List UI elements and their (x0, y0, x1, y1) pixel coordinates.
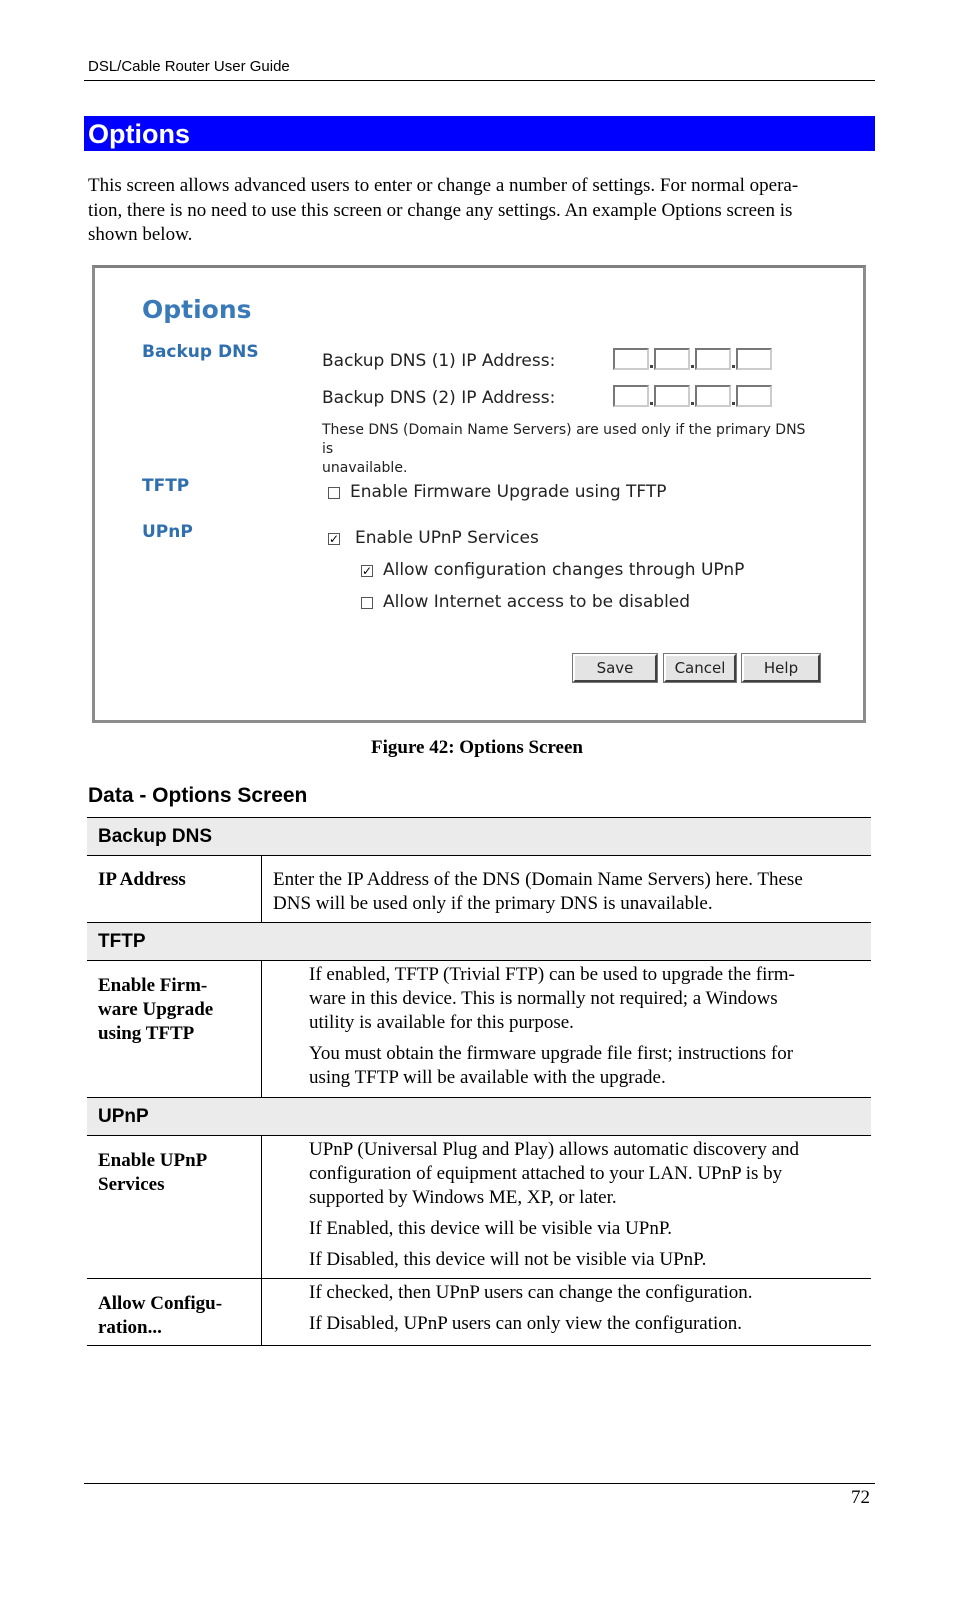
table-group-upnp: UPnP (87, 1097, 871, 1135)
dns2-octet-3[interactable] (695, 385, 731, 407)
ip-dot (691, 365, 694, 368)
dns2-octet-1[interactable] (613, 385, 649, 407)
table-bottom-rule (87, 1345, 871, 1346)
save-button[interactable]: Save (573, 654, 657, 682)
value-line: DNS will be used only if the primary DNS is unavailable. (273, 893, 713, 914)
key-line: Allow Configu- (98, 1293, 223, 1314)
dns-note (322, 421, 812, 478)
options-screenshot (92, 265, 866, 723)
value-line: ware in this device. This is normally not required; a Windows (309, 988, 778, 1009)
upnp-enable-label: Enable UPnP Services (355, 528, 539, 548)
value-line: configuration of equipment attached to your LAN. UPnP is by (309, 1163, 783, 1184)
upnp-allow-internet-checkbox[interactable] (361, 597, 373, 609)
ip-dot (732, 365, 735, 368)
dns1-label: Backup DNS (1) IP Address: (322, 351, 556, 371)
ip-dot (650, 402, 653, 405)
header-rule (84, 80, 875, 81)
dns-note-line: unavailable. (322, 460, 408, 476)
dns1-ip-input[interactable] (613, 348, 772, 370)
ip-dot (732, 402, 735, 405)
intro-paragraph (88, 174, 858, 248)
row-value (262, 1136, 871, 1278)
help-button[interactable]: Help (742, 654, 820, 682)
upnp-enable-checkbox[interactable]: ✓ (329, 532, 340, 546)
value-line: UPnP (Universal Plug and Play) allows automatic discovery and (309, 1139, 800, 1160)
dns2-octet-2[interactable] (654, 385, 690, 407)
group-label-backup-dns: Backup DNS (142, 342, 259, 362)
key-line: Enable UPnP (98, 1150, 208, 1171)
footer-rule (84, 1483, 875, 1484)
key-line: Enable Firm- (98, 975, 208, 996)
intro-line: shown below. (88, 224, 193, 245)
key-line: using TFTP (98, 1023, 195, 1044)
table-row (87, 1278, 871, 1345)
row-value (262, 856, 871, 922)
row-key (87, 1279, 262, 1345)
dns2-octet-4[interactable] (736, 385, 772, 407)
group-label-upnp: UPnP (142, 522, 193, 542)
upnp-allow-config-label: Allow configuration changes through UPnP (383, 560, 745, 580)
value-line: utility is available for this purpose. (309, 1012, 574, 1033)
upnp-allow-config-checkbox[interactable]: ✓ (362, 564, 373, 578)
value-line: using TFTP will be available with the upgrade. (309, 1067, 666, 1088)
group-label-tftp: TFTP (142, 476, 190, 496)
value-line: supported by Windows ME, XP, or later. (309, 1187, 617, 1208)
cancel-button[interactable]: Cancel (664, 654, 736, 682)
row-key (87, 961, 262, 1097)
value-line: If enabled, TFTP (Trivial FTP) can be used to upgrade the firm- (309, 964, 795, 985)
row-key (87, 1136, 262, 1278)
key-line: Services (98, 1174, 165, 1195)
value-line: Enter the IP Address of the DNS (Domain Name Servers) here. These (273, 869, 803, 890)
key-line: ware Upgrade (98, 999, 214, 1020)
table-row (87, 855, 871, 922)
dns2-ip-input[interactable] (613, 385, 772, 407)
table-group-backup-dns: Backup DNS (87, 817, 871, 855)
page-number: 72 (851, 1487, 870, 1508)
dns2-label: Backup DNS (2) IP Address: (322, 388, 556, 408)
dns1-octet-2[interactable] (654, 348, 690, 370)
value-line: If Disabled, UPnP users can only view the configuration. (309, 1313, 743, 1334)
row-value (262, 1279, 871, 1345)
tftp-enable-label: Enable Firmware Upgrade using TFTP (350, 482, 667, 502)
ip-dot (650, 365, 653, 368)
table-row (87, 1135, 871, 1278)
row-value (262, 961, 871, 1097)
dns1-octet-1[interactable] (613, 348, 649, 370)
intro-line: tion, there is no need to use this screen or change any settings. An example Options screen is (88, 199, 793, 221)
section-title: Options (84, 116, 875, 151)
table-group-tftp: TFTP (87, 922, 871, 960)
table-heading: Data - Options Screen (88, 784, 308, 807)
figure-caption: Figure 42: Options Screen (371, 737, 583, 758)
value-line: If Disabled, this device will not be visible via UPnP. (309, 1249, 707, 1270)
value-line: If Enabled, this device will be visible via UPnP. (309, 1218, 673, 1239)
tftp-enable-checkbox[interactable] (328, 487, 340, 499)
value-line: You must obtain the firmware upgrade file first; instructions for (309, 1043, 794, 1064)
upnp-allow-internet-label: Allow Internet access to be disabled (383, 592, 691, 612)
ip-dot (691, 402, 694, 405)
dns-note-line: These DNS (Domain Name Servers) are used only if the primary DNS is (322, 422, 806, 457)
row-key: IP Address (87, 856, 262, 922)
intro-line: This screen allows advanced users to enter or change a number of settings. For normal opera- (88, 175, 799, 196)
screenshot-title: Options (142, 295, 252, 324)
table-row (87, 960, 871, 1097)
dns1-octet-4[interactable] (736, 348, 772, 370)
dns1-octet-3[interactable] (695, 348, 731, 370)
key-line: ration... (98, 1317, 162, 1338)
running-header: DSL/Cable Router User Guide (88, 58, 290, 75)
data-table (87, 817, 871, 1346)
value-line: If checked, then UPnP users can change the configuration. (309, 1282, 753, 1303)
